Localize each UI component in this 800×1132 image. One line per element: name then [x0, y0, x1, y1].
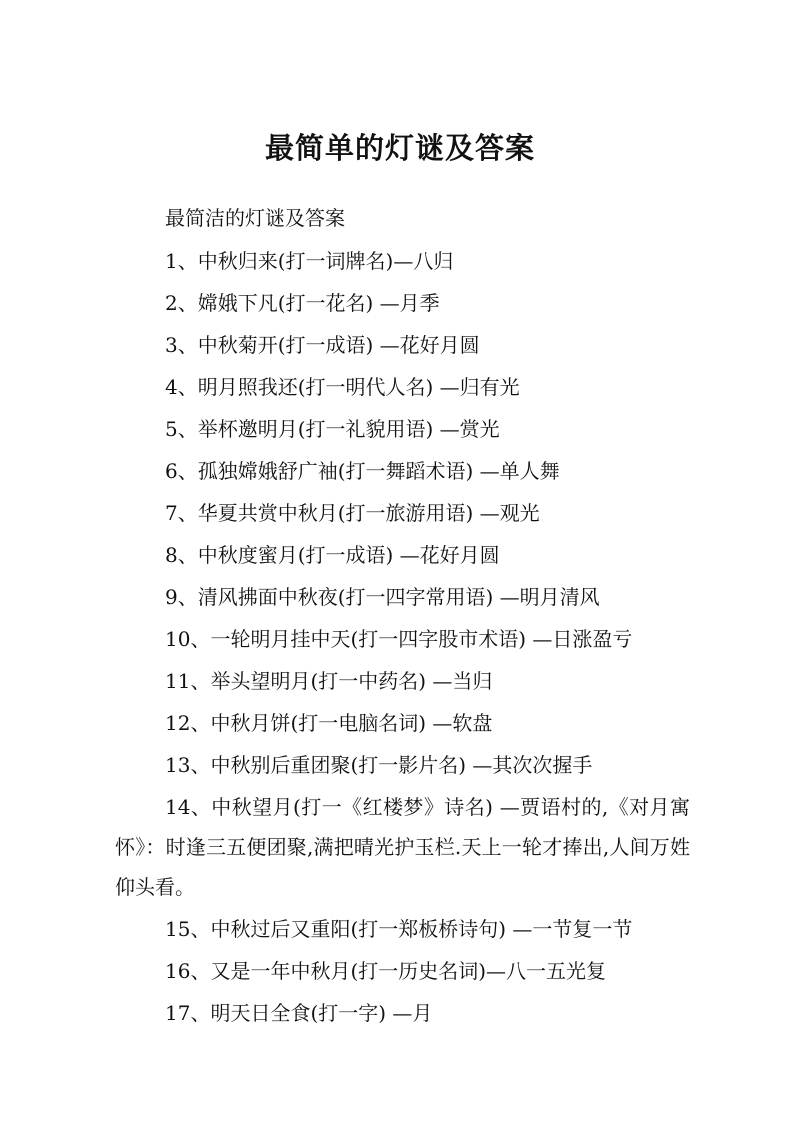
riddle-item-3: 3、中秋菊开(打一成语) —花好月圆: [165, 333, 480, 357]
riddle-item-14: 14、中秋望月(打一《红楼梦》诗名) —贾语村的,《对月寓怀》：时逢三五便团聚,满把晴光护玉栏.天上一轮才捧出,人间万姓仰头看。: [115, 795, 690, 899]
document-subtitle: 最简洁的灯谜及答案: [165, 206, 345, 230]
riddle-item-4: 4、明月照我还(打一明代人名) —归有光: [165, 375, 520, 399]
riddle-list: [115, 240, 690, 1034]
riddle-item-1: 1、中秋归来(打一词牌名)—八归: [165, 249, 454, 273]
riddle-item-9: 9、清风拂面中秋夜(打一四字常用语) —明月清风: [165, 585, 600, 609]
riddle-item-15: 15、中秋过后又重阳(打一郑板桥诗句) —一节复一节: [165, 917, 633, 941]
page-title: 最简单的灯谜及答案: [264, 131, 535, 165]
riddle-item-7: 7、华夏共赏中秋月(打一旅游用语) —观光: [165, 501, 540, 525]
riddle-item-12: 12、中秋月饼(打一电脑名词) —软盘: [165, 711, 493, 735]
riddle-item-2: 2、嫦娥下凡(打一花名) —月季: [165, 291, 440, 315]
riddle-item-10: 10、一轮明月挂中天(打一四字股市术语) —日涨盈亏: [165, 627, 633, 651]
riddle-item-17: 17、明天日全食(打一字) —月: [165, 1001, 433, 1025]
riddle-item-6: 6、孤独嫦娥舒广袖(打一舞蹈术语) —单人舞: [165, 459, 560, 483]
riddle-item-11: 11、举头望明月(打一中药名) —当归: [165, 669, 493, 693]
riddle-item-16: 16、又是一年中秋月(打一历史名词)—八一五光复: [165, 959, 607, 983]
riddle-item-8: 8、中秋度蜜月(打一成语) —花好月圆: [165, 543, 500, 567]
riddle-item-13: 13、中秋别后重团聚(打一影片名) —其次次握手: [165, 753, 593, 777]
riddle-item-5: 5、举杯邀明月(打一礼貌用语) —赏光: [165, 417, 500, 441]
